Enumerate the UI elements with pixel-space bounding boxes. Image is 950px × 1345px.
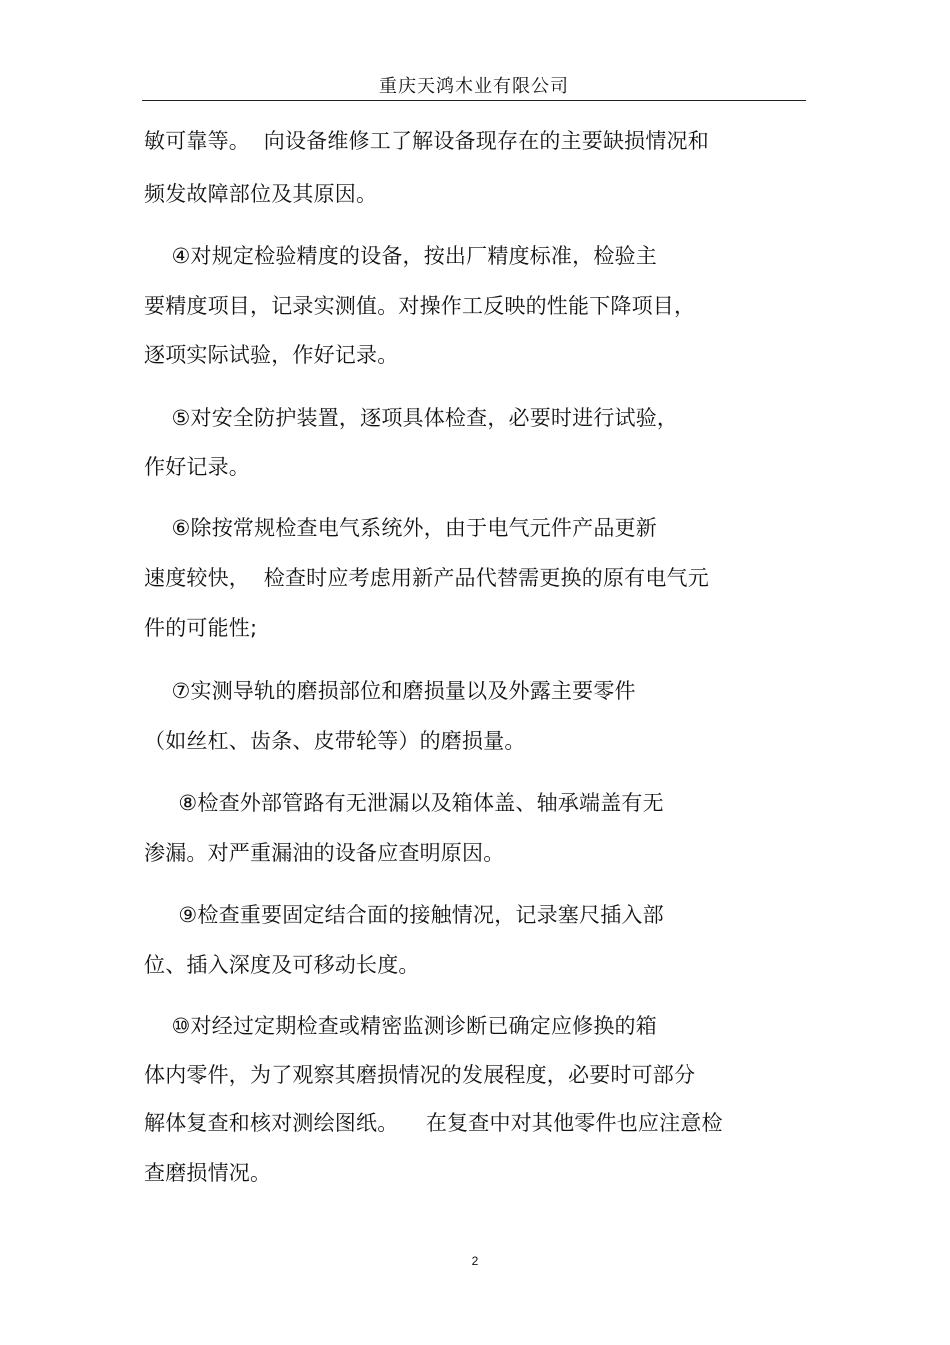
text-line: 敏可靠等。 向设备维修工了解设备现存在的主要缺损情况和: [144, 129, 709, 153]
text-line: （如丝杠、齿条、皮带轮等）的磨损量。: [144, 729, 526, 753]
text-line: 查磨损情况。: [144, 1161, 272, 1185]
page-number: 2: [471, 1254, 479, 1268]
text-line: 位、插入深度及可移动长度。: [144, 953, 420, 977]
text-line: ⑧检查外部管路有无泄漏以及箱体盖、轴承端盖有无: [144, 791, 664, 815]
text-line: 体内零件，为了观察其磨损情况的发展程度，必要时可部分: [144, 1063, 696, 1087]
text-line: ⑨检查重要固定结合面的接触情况，记录塞尺插入部: [144, 903, 664, 927]
text-line: 速度较快， 检查时应考虑用新产品代替需更换的原有电气元: [144, 566, 709, 590]
text-line: ⑤对安全防护装置，逐项具体检查，必要时进行试验，: [144, 406, 679, 430]
text-line: 件的可能性;: [144, 616, 258, 640]
text-line: 频发故障部位及其原因。: [144, 182, 378, 206]
text-line: 逐项实际试验，作好记录。: [144, 343, 399, 367]
text-line: ⑥除按常规检查电气系统外，由于电气元件产品更新: [144, 516, 657, 540]
text-line: 作好记录。: [144, 455, 250, 479]
text-line: 渗漏。对严重漏油的设备应查明原因。: [144, 841, 505, 865]
text-line: ④对规定检验精度的设备，按出厂精度标准，检验主: [144, 244, 657, 268]
company-name: 重庆天鸿木业有限公司: [379, 76, 569, 97]
text-line: ⑦实测导轨的磨损部位和磨损量以及外露主要零件: [144, 679, 636, 703]
text-line: ⑩对经过定期检查或精密监测诊断已确定应修换的箱: [144, 1014, 657, 1038]
text-line: 解体复查和核对测绘图纸。 在复查中对其他零件也应注意检: [144, 1111, 723, 1135]
text-line: 要精度项目，记录实测值。对操作工反映的性能下降项目，: [144, 294, 696, 318]
